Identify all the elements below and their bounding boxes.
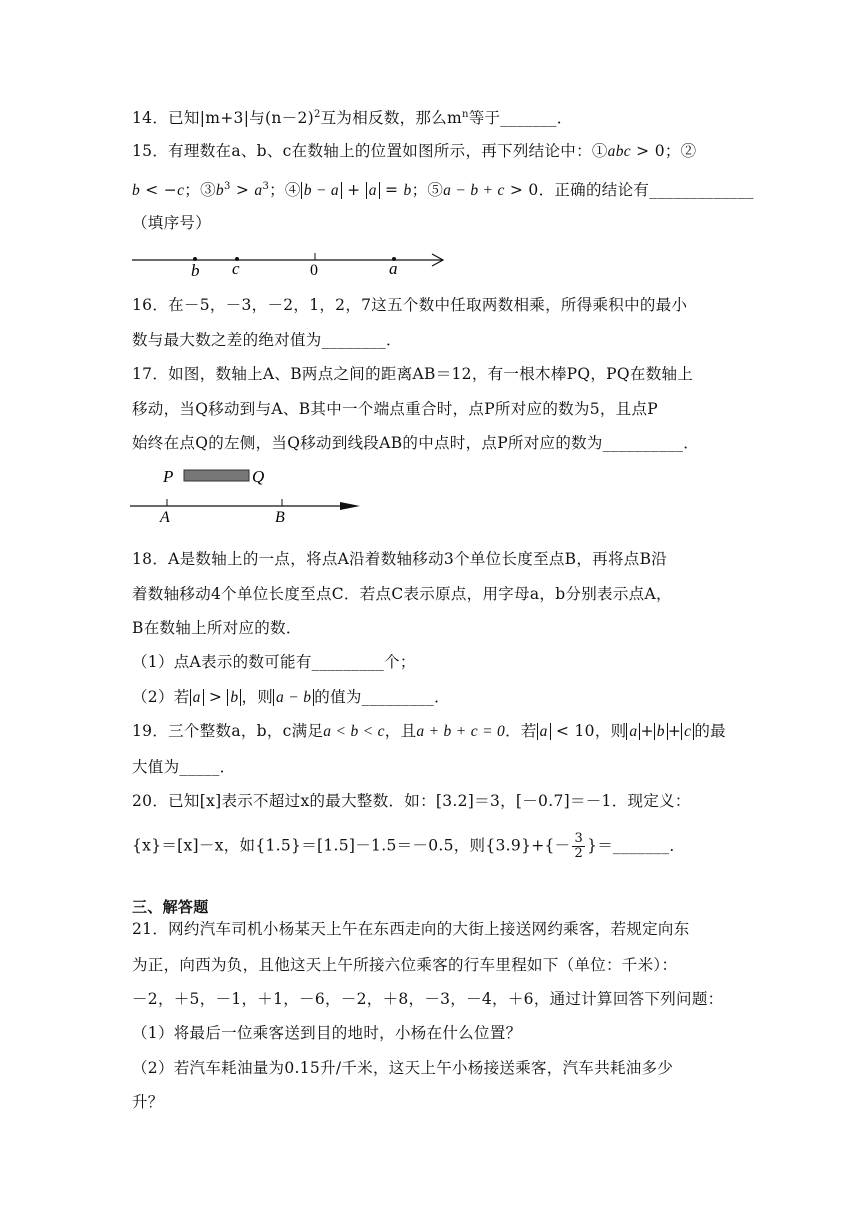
question-15-line-1	[132, 140, 696, 163]
question-18-line-2: 着数轴移动4个单位长度至点C．若点C表示原点，用字母a，b分别表示点A，	[132, 585, 672, 603]
q15-text: > 0．正确的结论有_____________	[504, 181, 754, 199]
q15-math-abc: abc	[607, 143, 631, 160]
axis-label-b: b	[191, 261, 200, 280]
question-15-line-2	[132, 176, 754, 202]
q20-text: {x}＝[x]－x，如{1.5}＝[1.5]－1.5＝－0.5，则{3.9}+{－	[132, 836, 571, 855]
label-a: A	[160, 509, 170, 526]
question-16-line-2: 数与最大数之差的绝对值为________．	[132, 331, 402, 349]
q15-math: =	[379, 181, 404, 199]
q15-text: 15．有理数在a、b、c在数轴上的位置如图所示，再下列结论中：①	[132, 142, 608, 160]
question-18-part-2	[132, 686, 450, 709]
q19-math: < 10	[550, 722, 595, 740]
q19-abs: a	[626, 723, 640, 740]
question-17-line-3: 始终在点Q的左侧，当Q移动到线段AB的中点时，点P所对应的数为__________．	[132, 434, 700, 452]
question-21-part-2: （2）若汽车耗油量为0.15升/千米，这天上午小杨接送乘客，汽车共耗油多少	[132, 1059, 674, 1077]
q19-text: 的最	[694, 722, 726, 740]
q19-text: 19．三个整数a，b，c满足	[132, 722, 324, 740]
q18-abs: a	[190, 689, 204, 706]
question-21-line-1: 21．网约汽车司机小杨某天上午在东西走向的大街上接送网约乘客，若规定向东	[132, 920, 690, 938]
q18-abs: a − b	[273, 689, 314, 706]
question-16-line-1: 16．在－5，－3，－2，1，2，7这五个数中任取两数相乘，所得乘积中的最小	[132, 296, 688, 314]
question-18-line-3: B在数轴上所对应的数．	[132, 619, 302, 637]
q15-text: ；⑤	[411, 181, 444, 199]
q18-math: >	[203, 688, 228, 706]
q19-text: ．若	[505, 722, 537, 740]
q14-sup-n: n	[462, 109, 469, 120]
question-21-part-2-cont: 升？	[132, 1093, 164, 1111]
q15-sup: 3	[223, 181, 231, 192]
q20-text: }＝_______．	[587, 836, 686, 855]
axis-label-c: c	[232, 259, 240, 278]
q19-abs: a	[537, 723, 551, 740]
q18-text: 的值为_________．	[314, 688, 450, 706]
q15-math: a	[254, 182, 263, 199]
section-heading: 三、解答题	[132, 898, 209, 916]
axis-label-a: a	[389, 259, 398, 278]
question-21-line-3: －2，＋5，－1，＋1，－6，－2，＋8，－3，－4，＋6，通过计算回答下列问题：	[132, 990, 724, 1008]
q14-text-a: 14．已知|m+3|与(n－2)	[132, 109, 314, 127]
q19-math: +	[640, 722, 654, 740]
q15-math: c	[177, 182, 185, 199]
q19-abs: c	[681, 723, 694, 740]
question-19-line-1	[132, 720, 726, 743]
q15-text: > 0；②	[630, 142, 697, 160]
q15-abs: a	[366, 182, 380, 199]
q15-abs: b − a	[301, 182, 342, 199]
q15-math: +	[341, 181, 366, 199]
q19-text: ，且	[384, 722, 417, 740]
stick-pq	[184, 470, 249, 481]
label-q: Q	[252, 467, 265, 486]
question-18-line-1: 18．A是数轴上的一点，将点A沿着数轴移动3个单位长度至点B，再将点B沿	[132, 550, 668, 568]
q19-abs: b	[654, 723, 668, 740]
q15-math: < −	[140, 181, 178, 199]
question-17-line-1: 17．如图，数轴上A、B两点之间的距离AB＝12，有一根木棒PQ，PQ在数轴上	[132, 365, 694, 383]
fraction-3-over-2	[572, 832, 585, 861]
q18-text: （2）若	[132, 688, 190, 706]
number-line-figure-15	[130, 244, 450, 280]
fraction-denominator: 2	[574, 846, 584, 861]
q15-text: ；④	[269, 181, 301, 199]
question-19-line-2: 大值为_____．	[132, 758, 236, 776]
q15-sup: 3	[262, 181, 270, 192]
q19-text: ，则	[594, 722, 627, 740]
q18-abs: b	[227, 689, 241, 706]
label-p: P	[163, 467, 174, 486]
question-20-line-2	[132, 832, 685, 861]
q15-text: ；③	[184, 181, 216, 199]
q14-text-e: 等于_______．	[468, 109, 573, 127]
q19-math: a + b + c = 0	[416, 723, 506, 740]
q14-text-c: 互为相反数，那么m	[320, 109, 463, 127]
question-17-line-2: 移动，当Q移动到与A、B其中一个端点重合时，点P所对应的数为5，且点P	[132, 400, 659, 418]
question-15-line-3: （填序号）	[132, 214, 212, 232]
question-14	[132, 104, 573, 129]
axis-label-zero: 0	[310, 262, 318, 279]
question-21-line-2: 为正，向西为负，且他这天上午所接六位乘客的行车里程如下（单位：千米）：	[132, 956, 678, 974]
question-18-part-1: （1）点A表示的数可能有_________个；	[132, 653, 416, 671]
question-21-part-1: （1）将最后一位乘客送到目的地时，小杨在什么位置？	[132, 1024, 522, 1042]
fraction-numerator: 3	[574, 831, 584, 846]
q18-text: ，则	[241, 688, 274, 706]
q14-sup-2: 2	[313, 109, 321, 120]
q15-math: >	[230, 181, 255, 199]
q19-math: a < b < c	[323, 723, 385, 740]
q15-math: a − b + c	[443, 182, 505, 199]
q19-math: +	[667, 722, 682, 740]
q15-math: b	[403, 182, 412, 199]
question-20-line-1: 20．已知[x]表示不超过x的最大整数．如：[3.2]＝3，[－0.7]＝－1．现定义：	[132, 792, 691, 810]
number-line-figure-17	[128, 462, 368, 526]
q15-math: b	[215, 182, 224, 199]
label-b: B	[275, 509, 285, 526]
q15-math: b	[132, 182, 141, 199]
